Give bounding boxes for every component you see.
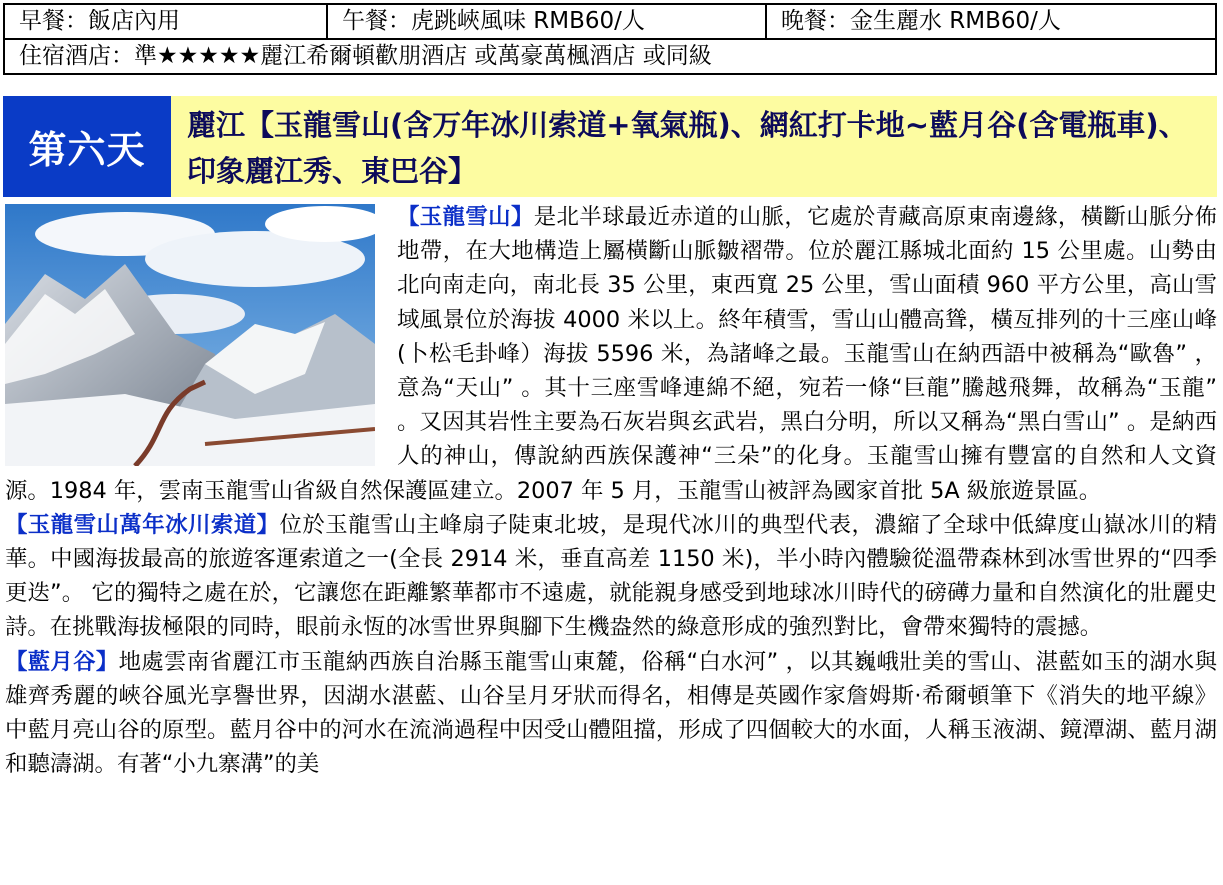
section-heading: 【玉龍雪山】	[397, 204, 534, 230]
section-glacier-cableway	[5, 508, 1217, 645]
itinerary-content	[5, 200, 1217, 781]
hotel-cell: 住宿酒店：準★★★★★麗江希爾頓歡朋酒店 或萬豪萬楓酒店 或同級	[4, 39, 1216, 74]
section-body: 位於玉龍雪山主峰扇子陡東北坡，是現代冰川的典型代表，濃縮了全球中低緯度山嶽冰川的精華。中國海拔最高的旅遊客運索道之一(全長 2914 米，垂直高差 1150 米)，半小時內體驗從溫帶森林到冰雪世界的“四季更迭”。 它的獨特之處在於，它讓您在距離繁華都市不遠處，就能親身感受到地球冰川時代的磅礡力量和自然演化的壯麗史詩。在挑戰海拔極限的同時，眼前永恆的冰雪世界與腳下生機盎然的綠意形成的強烈對比，會帶來獨特的震撼。	[5, 511, 1218, 641]
section-blue-moon-valley	[5, 645, 1217, 782]
section-body: 地處雲南省麗江市玉龍納西族自治縣玉龍雪山東麓，俗稱“白水河” ，以其巍峨壯美的雪山、湛藍如玉的湖水與雄齊秀麗的峽谷風光享譽世界，因湖水湛藍、山谷呈月牙狀而得名，相傳是英國作家詹姆斯·希爾頓筆下《消失的地平線》中藍月亮山谷的原型。藍月谷中的河水在流淌過程中因受山體阻擋，形成了四個較大的水面，人稱玉液湖、鏡潭湖、藍月湖和聽濤湖。有著“小九寨溝”的美	[5, 648, 1217, 778]
breakfast-cell: 早餐：飯店內用	[4, 4, 327, 39]
snow-mountain-photo	[5, 204, 375, 466]
day-header	[3, 96, 1217, 197]
section-body: 是北半球最近赤道的山脈，它處於青藏高原東南邊緣，橫斷山脈分佈地帶，在大地構造上屬橫斷山脈皺褶帶。位於麗江縣城北面約 15 公里處。山勢由北向南走向，南北長 35 公里，東西寬 25 公里，雪山面積 960 平方公里，高山雪域風景位於海拔 4000 米以上。終年積雪，雪山山體高聳，橫亙排列的十三座山峰(卜松毛卦峰）海拔 5596 米，為諸峰之最。玉龍雪山在納西語中被稱為“歐魯” ，意為“天山” 。其十三座雪峰連綿不絕，宛若一條“巨龍”騰越飛舞，故稱為“玉龍” 。又因其岩性主要為石灰岩與玄武岩，黑白分明，所以又稱為“黑白雪山” 。是納西人的神山，傳說納西族保護神“三朵”的化身。玉龍雪山擁有豐富的自然和人文資源。1984 年，雲南玉龍雪山省級自然保護區建立。2007 年 5 月，玉龍雪山被評為國家首批 5A 級旅遊景區。	[5, 204, 1218, 504]
meal-table	[3, 3, 1217, 75]
dinner-cell: 晚餐：金生麗水 RMB60/人	[766, 4, 1216, 39]
lunch-cell: 午餐：虎跳峽風味 RMB60/人	[327, 4, 766, 39]
section-heading: 【藍月谷】	[5, 648, 119, 675]
day-badge: 第六天	[3, 96, 171, 197]
section-heading: 【玉龍雪山萬年冰川索道】	[5, 511, 280, 538]
day-title: 麗江【玉龍雪山(含万年冰川索道+氧氣瓶)、網紅打卡地~藍月谷(含電瓶車)、印象麗江秀、東巴谷】	[187, 108, 1188, 188]
